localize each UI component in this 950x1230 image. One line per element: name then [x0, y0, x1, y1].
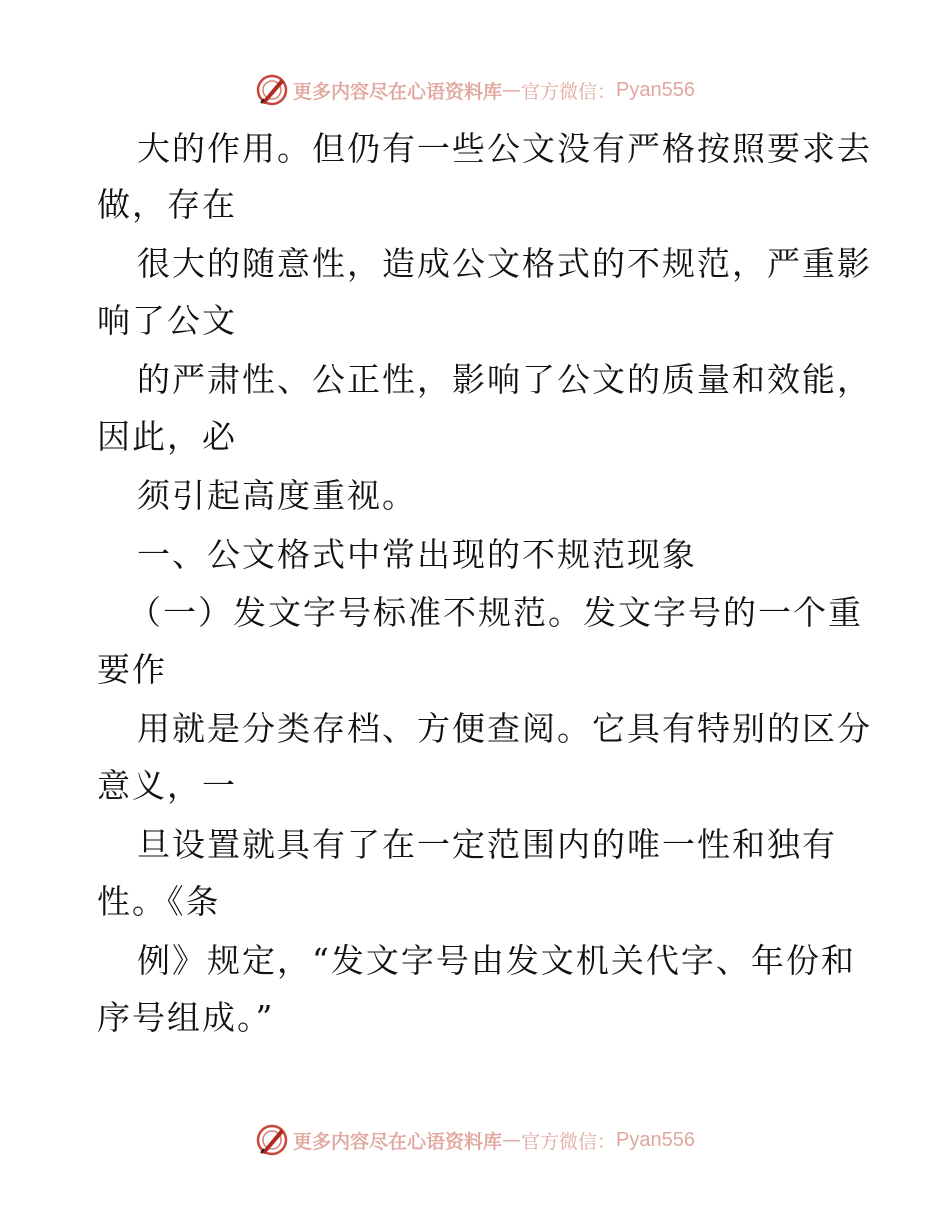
body-line-10: 要作	[97, 650, 167, 689]
header-watermark	[0, 72, 950, 108]
body-line-12: 意义，一	[97, 766, 237, 805]
body-line-3: 很大的随意性，造成公文格式的不规范，严重影	[137, 244, 872, 283]
footer-watermark	[0, 1122, 950, 1158]
body-line-14: 性。《条	[97, 882, 221, 921]
section-heading: 一、公文格式中常出现的不规范现象	[137, 535, 697, 574]
watermark-dash: —	[502, 1129, 522, 1151]
watermark-label: 官方微信：	[521, 1130, 617, 1153]
body-line-5: 的严肃性、公正性，影响了公文的质量和效能，	[137, 360, 872, 399]
watermark-brand: 更多内容尽在心语资料库	[293, 1130, 503, 1153]
quill-logo-icon	[255, 1123, 289, 1157]
watermark-label: 官方微信：	[521, 80, 617, 103]
watermark-dash: —	[502, 79, 522, 101]
body-line-6: 因此，必	[97, 417, 237, 456]
watermark-wechat-id: Pyan556	[616, 1128, 695, 1151]
watermark-wechat-id: Pyan556	[616, 78, 695, 101]
body-line-13: 旦设置就具有了在一定范围内的唯一性和独有	[137, 825, 837, 864]
body-line-16: 序号组成。”	[97, 998, 275, 1037]
watermark-brand: 更多内容尽在心语资料库	[293, 80, 503, 103]
body-line-9: （一）发文字号标准不规范。发文字号的一个重	[128, 593, 863, 632]
body-line-4: 响了公文	[97, 301, 237, 340]
quill-logo-icon	[255, 73, 289, 107]
body-line-15: 例》规定，“发文字号由发文机关代字、年份和	[137, 941, 856, 980]
body-line-1: 大的作用。但仍有一些公文没有严格按照要求去	[137, 129, 872, 168]
body-line-11: 用就是分类存档、方便查阅。它具有特别的区分	[137, 709, 872, 748]
body-line-7: 须引起高度重视。	[137, 476, 417, 515]
body-line-2: 做，存在	[97, 185, 237, 224]
